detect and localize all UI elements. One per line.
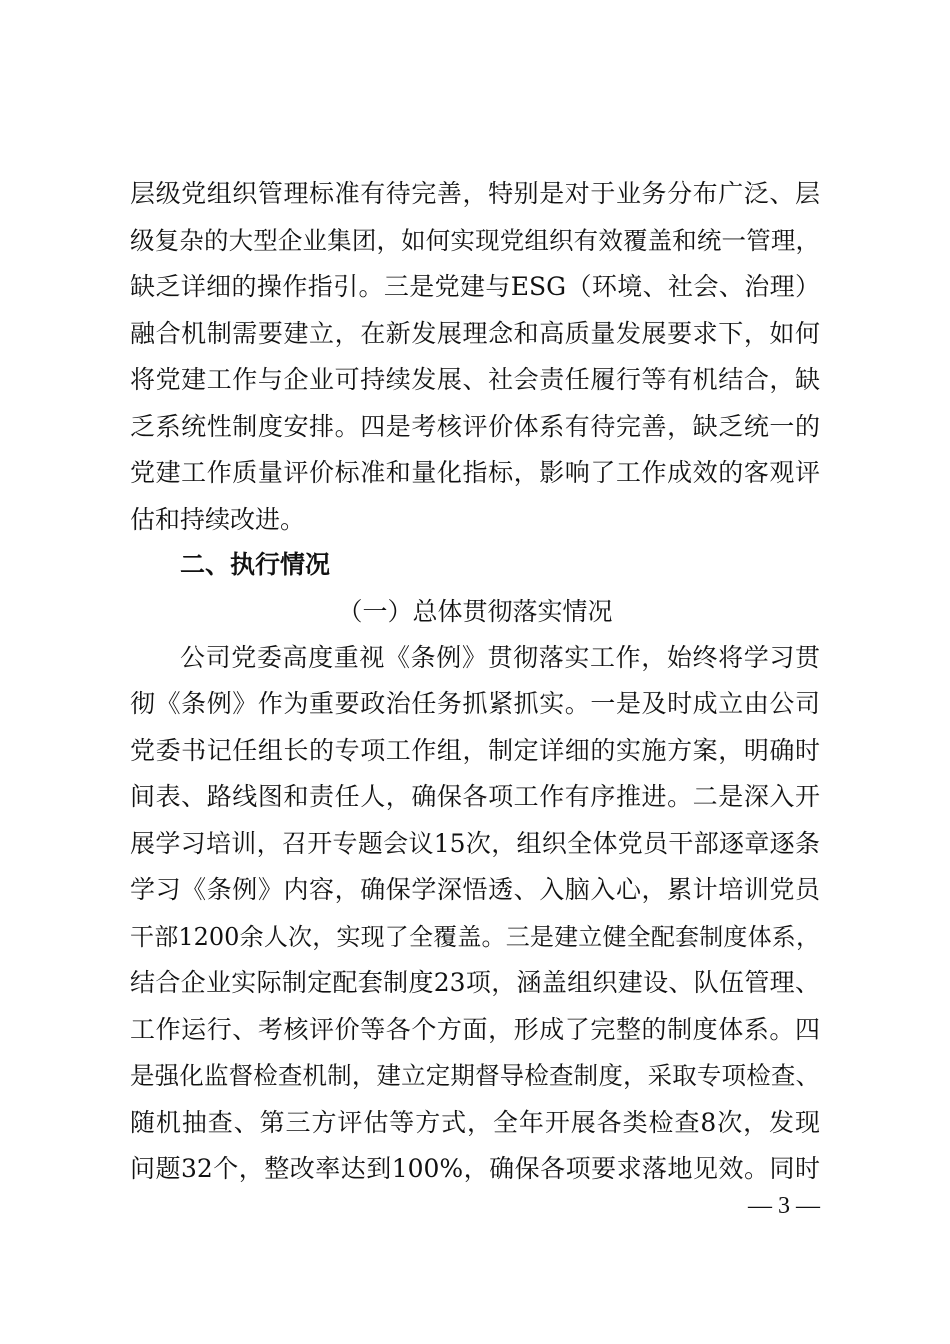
para-line-8: 结合企业实际制定配套制度23项，涵盖组织建设、队伍管理、 [130, 968, 820, 997]
para-line-12: 问题32个，整改率达到100%，确保各项要求落地见效。同时 [130, 1154, 820, 1183]
para-line-9: 工作运行、考核评价等各个方面，形成了完整的制度体系。四 [130, 1015, 820, 1044]
text-line-3: 缺乏详细的操作指引。三是党建与ESG（环境、社会、治理） [130, 272, 820, 301]
para-line-7: 干部1200余人次，实现了全覆盖。三是建立健全配套制度体系， [130, 923, 820, 951]
text-line-4: 融合机制需要建立，在新发展理念和高质量发展要求下，如何 [130, 319, 820, 348]
text-line-5: 将党建工作与企业可持续发展、社会责任履行等有机结合，缺 [130, 365, 820, 394]
para-line-2: 彻《条例》作为重要政治任务抓紧抓实。一是及时成立由公司 [130, 689, 820, 718]
para-line-6: 学习《条例》内容，确保学深悟透、入脑入心，累计培训党员 [130, 875, 820, 904]
page-number: — 3 — [748, 1193, 820, 1219]
text-line-2: 级复杂的大型企业集团，如何实现党组织有效覆盖和统一管理， [130, 226, 820, 255]
para-line-10: 是强化监督检查机制，建立定期督导检查制度，采取专项检查、 [130, 1061, 820, 1090]
text-line-1: 层级党组织管理标准有待完善，特别是对于业务分布广泛、层 [130, 179, 820, 208]
text-line-7: 党建工作质量评价标准和量化指标，影响了工作成效的客观评 [130, 458, 820, 487]
para-line-3: 党委书记任组长的专项工作组，制定详细的实施方案，明确时 [130, 736, 820, 765]
para-line-1: 公司党委高度重视《条例》贯彻落实工作，始终将学习贯 [180, 643, 820, 672]
para-line-11: 随机抽查、第三方评估等方式，全年开展各类检查8次，发现 [130, 1108, 820, 1137]
text-line-8: 估和持续改进。 [130, 505, 306, 534]
para-line-4: 间表、路线图和责任人，确保各项工作有序推进。二是深入开 [130, 782, 820, 811]
text-line-6: 乏系统性制度安排。四是考核评价体系有待完善，缺乏统一的 [130, 412, 820, 441]
para-line-5: 展学习培训，召开专题会议15次，组织全体党员干部逐章逐条 [130, 829, 820, 858]
subsection-heading: （一）总体贯彻落实情况 [337, 597, 613, 626]
section-heading: 二、执行情况 [180, 550, 331, 579]
